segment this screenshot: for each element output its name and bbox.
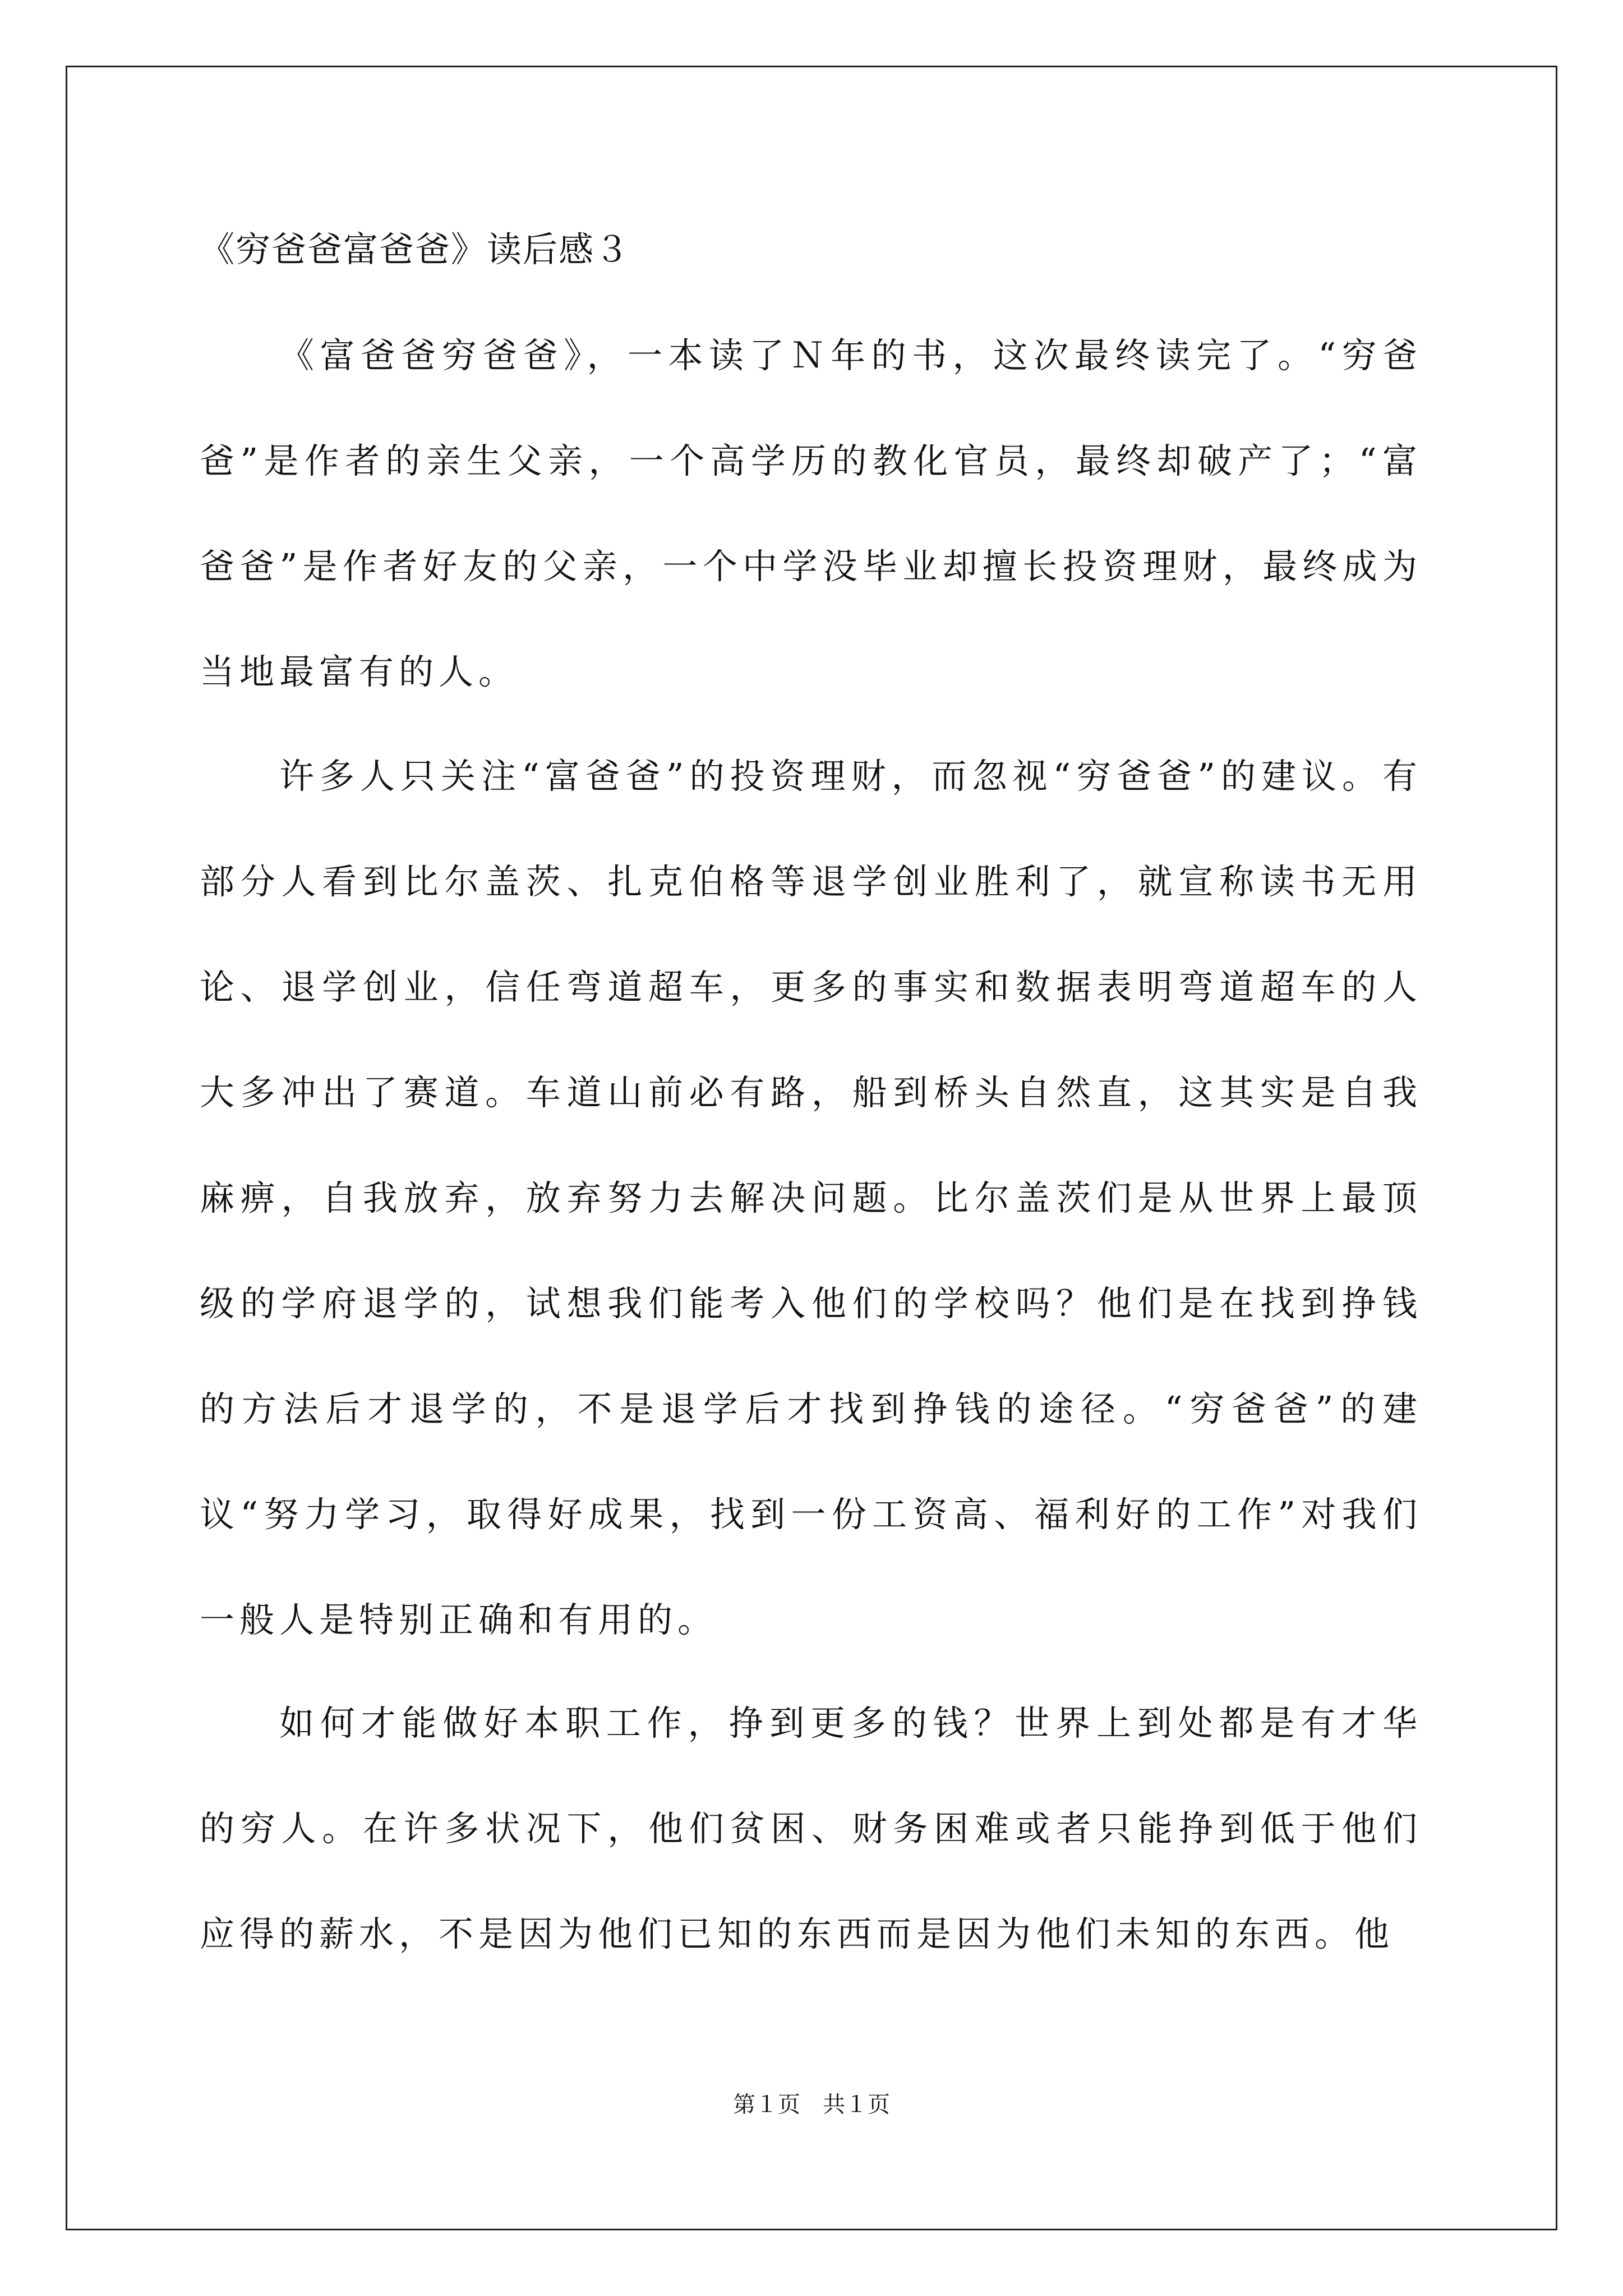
body-paragraph: 《富爸爸穷爸爸》，一本读了Ｎ年的书，这次最终读完了。“穷爸爸”是作者的亲生父亲，一个高学历的教化官员，最终却破产了；“富爸爸”是作者好友的父亲，一个中学没毕业却擅长投资理财，最终成为当地最富有的人。 <box>200 335 1422 692</box>
document-title: 《穷爸爸富爸爸》读后感３ <box>200 229 631 270</box>
body-paragraph: 许多人只关注“富爸爸”的投资理财，而忽视“穷爸爸”的建议。有部分人看到比尔盖茨、扎克伯格等退学创业胜利了，就宣称读书无用论、退学创业，信任弯道超车，更多的事实和数据表明弯道超车的人大多冲出了赛道。车道山前必有路，船到桥头自然直，这其实是自我麻痹，自我放弃，放弃努力去解决问题。比尔盖茨们是从世界上最顶级的学府退学的，试想我们能考入他们的学校吗？他们是在找到挣钱的方法后才退学的，不是退学后才找到挣钱的途径。“穷爸爸”的建议“努力学习，取得好成果，找到一份工资高、福利好的工作”对我们一般人是特别正确和有用的。 <box>200 756 1422 1640</box>
body-paragraph: 如何才能做好本职工作，挣到更多的钱？世界上到处都是有才华的穷人。在许多状况下，他们贫困、财务困难或者只能挣到低于他们应得的薪水，不是因为他们已知的东西而是因为他们未知的东西。他 <box>200 1703 1422 1954</box>
page-footer: 第１页 共１页 <box>733 2092 890 2118</box>
